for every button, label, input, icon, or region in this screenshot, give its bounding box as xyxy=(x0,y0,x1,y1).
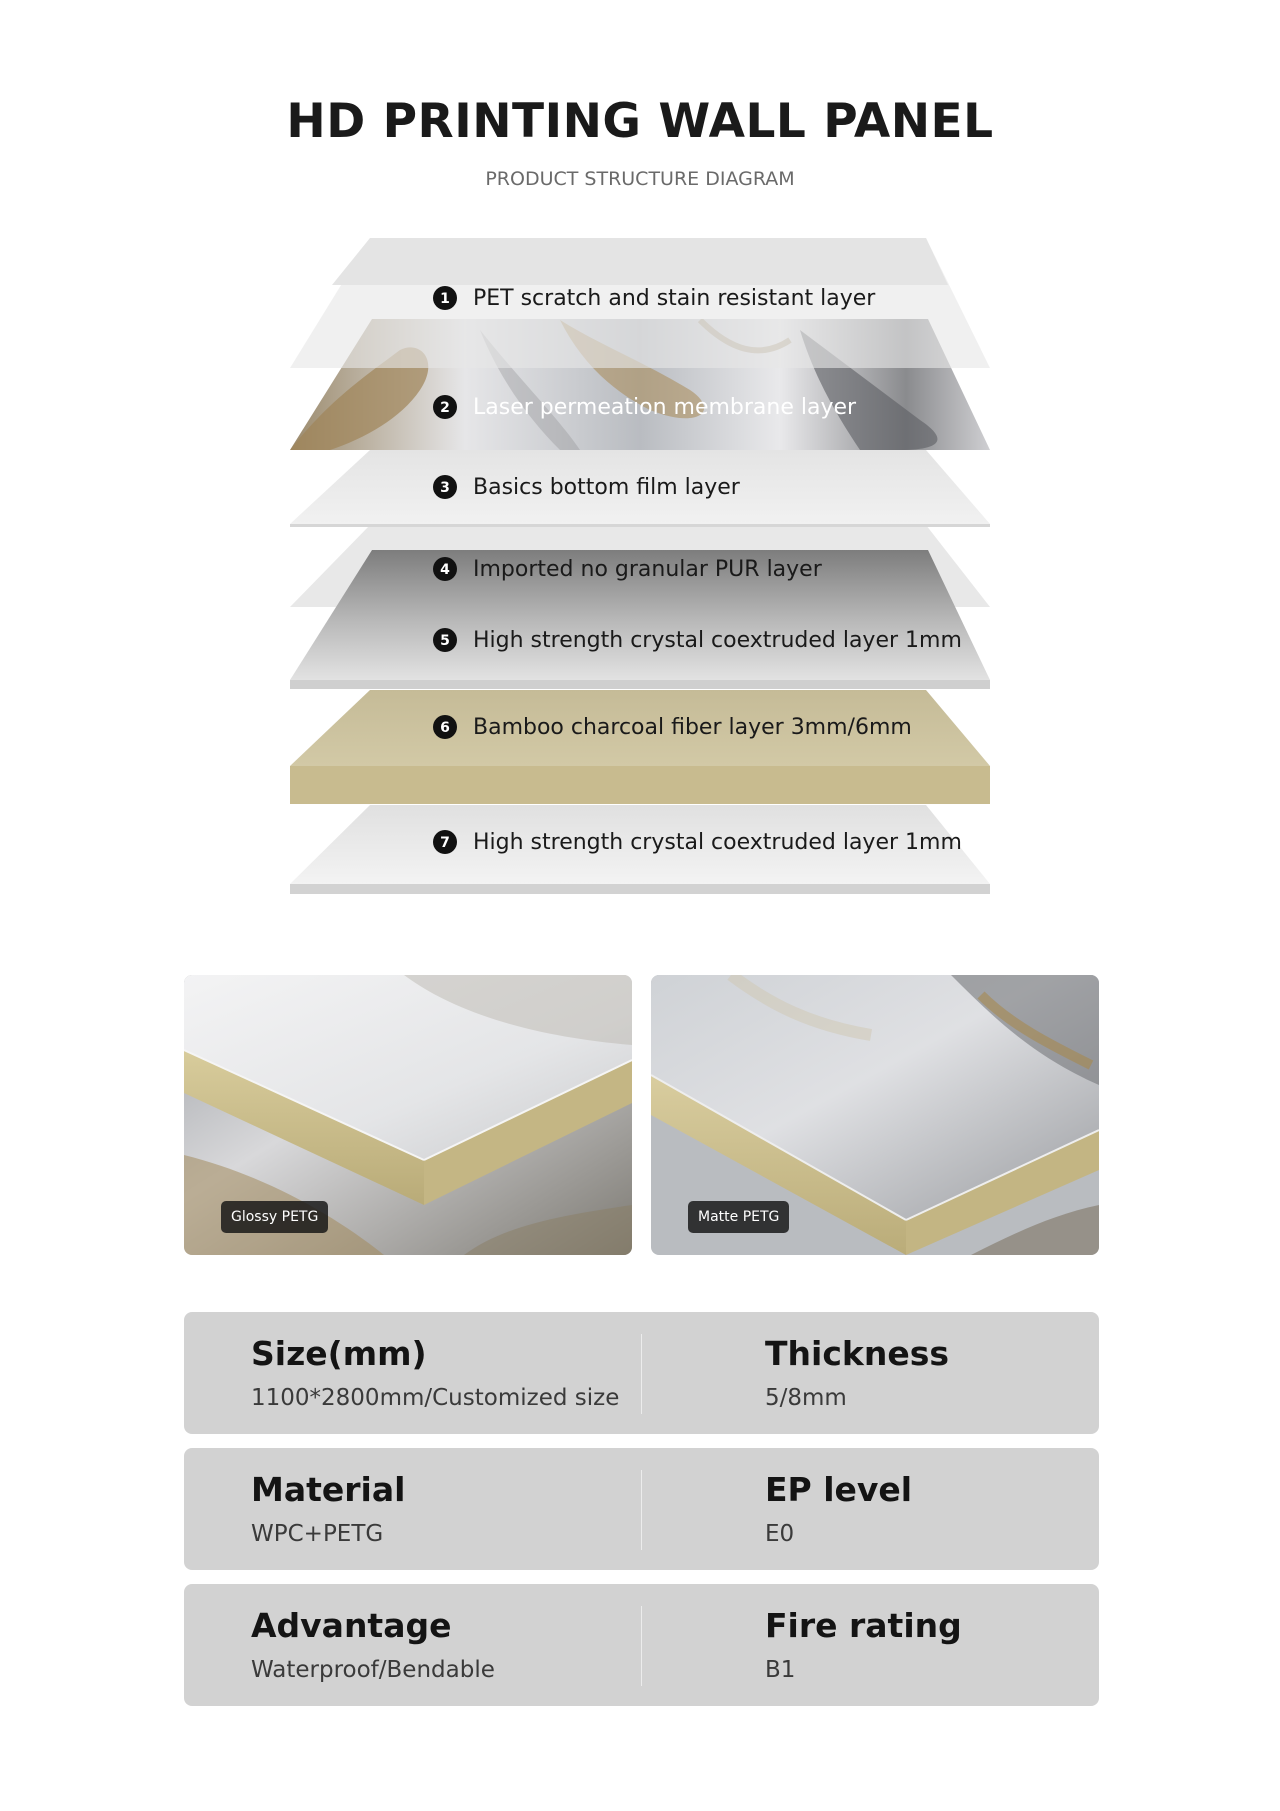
spec-value-fire-rating: B1 xyxy=(765,1657,796,1683)
spec-divider xyxy=(641,1334,642,1414)
layer-label-4 xyxy=(433,557,823,582)
layer-text-2: Laser permeation membrane layer xyxy=(473,395,857,420)
spec-label-fire-rating: Fire rating xyxy=(765,1606,962,1645)
layer-text-7: High strength crystal coextruded layer 1mm xyxy=(473,830,962,855)
layer-number-3: 3 xyxy=(440,480,450,496)
layer-label-6 xyxy=(433,715,912,740)
layer-number-1: 1 xyxy=(440,291,450,307)
layer-label-7 xyxy=(433,830,962,855)
layer-label-3 xyxy=(433,475,741,500)
layer-number-4: 4 xyxy=(440,562,450,578)
layer-text-4: Imported no granular PUR layer xyxy=(473,557,822,582)
spec-value-size: 1100*2800mm/Customized size xyxy=(251,1385,620,1411)
spec-label-ep-level: EP level xyxy=(765,1470,913,1509)
spec-label-size: Size(mm) xyxy=(251,1334,427,1373)
layer-4-shape xyxy=(290,525,990,680)
layer-6-shape xyxy=(290,690,990,804)
spec-label-advantage: Advantage xyxy=(251,1606,452,1645)
layer-text-3: Basics bottom film layer xyxy=(473,475,740,500)
sample-card-glossy xyxy=(184,975,632,1255)
spec-label-thickness: Thickness xyxy=(765,1334,949,1373)
layer-label-5 xyxy=(433,628,962,653)
sample-badge-matte: Matte PETG xyxy=(688,1201,789,1233)
spec-value-material: WPC+PETG xyxy=(251,1521,384,1547)
layer-label-2 xyxy=(433,395,857,420)
spec-divider xyxy=(641,1470,642,1550)
spec-value-advantage: Waterproof/Bendable xyxy=(251,1657,495,1683)
spec-label-material: Material xyxy=(251,1470,406,1509)
layer-text-6: Bamboo charcoal fiber layer 3mm/6mm xyxy=(473,715,912,740)
spec-row-advantage-fire xyxy=(184,1584,1099,1706)
spec-row-material-ep xyxy=(184,1448,1099,1570)
spec-value-thickness: 5/8mm xyxy=(765,1385,847,1411)
layer-label-1 xyxy=(433,286,876,311)
sample-badge-glossy: Glossy PETG xyxy=(221,1201,328,1233)
spec-row-size-thickness xyxy=(184,1312,1099,1434)
layer-number-5: 5 xyxy=(440,633,450,649)
spec-value-ep-level: E0 xyxy=(765,1521,795,1547)
layer-number-2: 2 xyxy=(440,400,450,416)
spec-divider xyxy=(641,1606,642,1686)
page-subtitle: PRODUCT STRUCTURE DIAGRAM xyxy=(485,168,795,190)
layer-number-7: 7 xyxy=(440,835,450,851)
page-title: HD PRINTING WALL PANEL xyxy=(286,94,994,149)
layer-text-5: High strength crystal coextruded layer 1mm xyxy=(473,628,962,653)
layer-number-6: 6 xyxy=(440,720,450,736)
layer-text-1: PET scratch and stain resistant layer xyxy=(473,286,876,311)
sample-card-matte xyxy=(651,975,1099,1255)
